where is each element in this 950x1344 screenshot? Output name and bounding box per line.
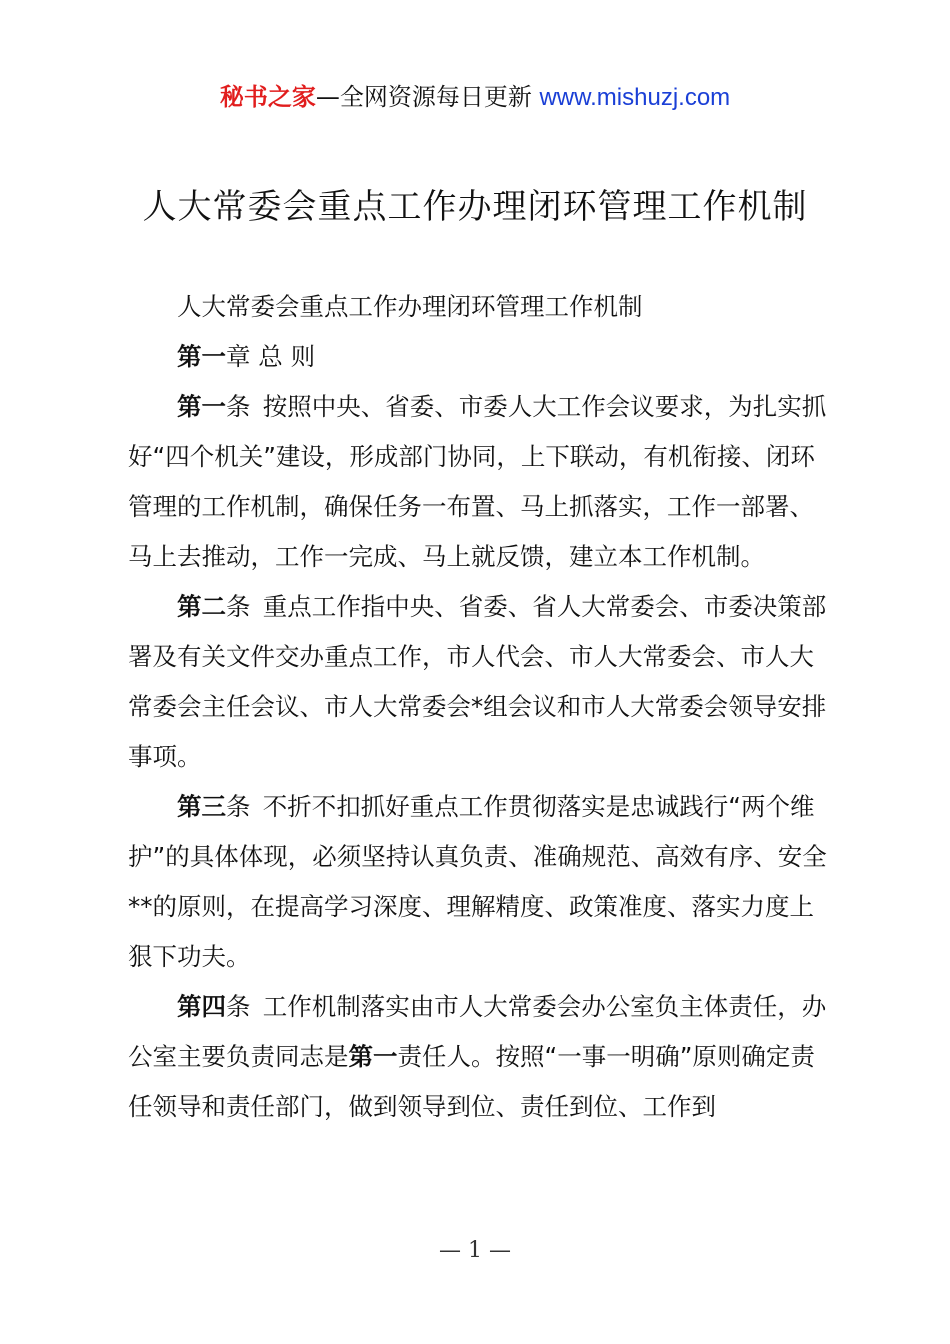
document-body xyxy=(128,282,834,1132)
site-url-link[interactable]: www.mishuzj.com xyxy=(539,84,731,111)
article-text: 按照中央、省委、市委人大工作会议要求，为扎实抓好“四个机关”建设，形成部门协同，上下联动，有机衔接、闭环管理的工作机制，确保任务一布置、马上抓落实，工作一部署、马上去推动，工作一完成、马上就反馈，建立本工作机制。 xyxy=(128,392,827,571)
article-4 xyxy=(128,982,834,1132)
article-label-bold: 第三 xyxy=(177,792,226,821)
chapter-title: 章 总 则 xyxy=(226,342,316,371)
article-label-bold: 第四 xyxy=(177,992,226,1021)
chapter-number: 第一 xyxy=(177,342,226,371)
article-text: 不折不扣抓好重点工作贯彻落实是忠诚践行“两个维护”的具体体现，必须坚持认真负责、准确规范、高效有序、安全**的原则，在提高学习深度、理解精度、政策准度、落实力度上狠下功夫。 xyxy=(128,792,827,971)
chapter-heading xyxy=(128,332,834,382)
article-label-rest: 条 xyxy=(226,592,251,621)
brand-name[interactable]: 秘书之家 xyxy=(219,83,316,111)
header-tagline: —全网资源每日更新 xyxy=(315,83,532,111)
article-label-bold: 第一 xyxy=(177,392,226,421)
article-text-part-b: 责任人。按照“一事一明确”原则确定责任领导和责任部门，做到领导到位、责任到位、工作到 xyxy=(128,1042,815,1121)
site-header-banner xyxy=(0,80,950,115)
article-1 xyxy=(128,382,834,582)
document-title: 人大常委会重点工作办理闭环管理工作机制 xyxy=(142,187,808,227)
article-text-part-a: 工作机制落实由市人大常委会办公室负主体责任，办公室主要负责同志是 xyxy=(128,992,827,1071)
page-number: — 1 — xyxy=(439,1238,511,1263)
article-2 xyxy=(128,582,834,782)
article-label-rest: 条 xyxy=(226,992,251,1021)
article-label-rest: 条 xyxy=(226,392,251,421)
article-text-bold: 第一 xyxy=(348,1042,398,1071)
article-label-rest: 条 xyxy=(226,792,251,821)
article-3 xyxy=(128,782,834,982)
article-text: 重点工作指中央、省委、省人大常委会、市委决策部署及有关文件交办重点工作，市人代会、市人大常委会、市人大常委会主任会议、市人大常委会*组会议和市人大常委会领导安排事项。 xyxy=(128,592,827,771)
document-subtitle: 人大常委会重点工作办理闭环管理工作机制 xyxy=(177,292,643,321)
article-label-bold: 第二 xyxy=(177,592,226,621)
